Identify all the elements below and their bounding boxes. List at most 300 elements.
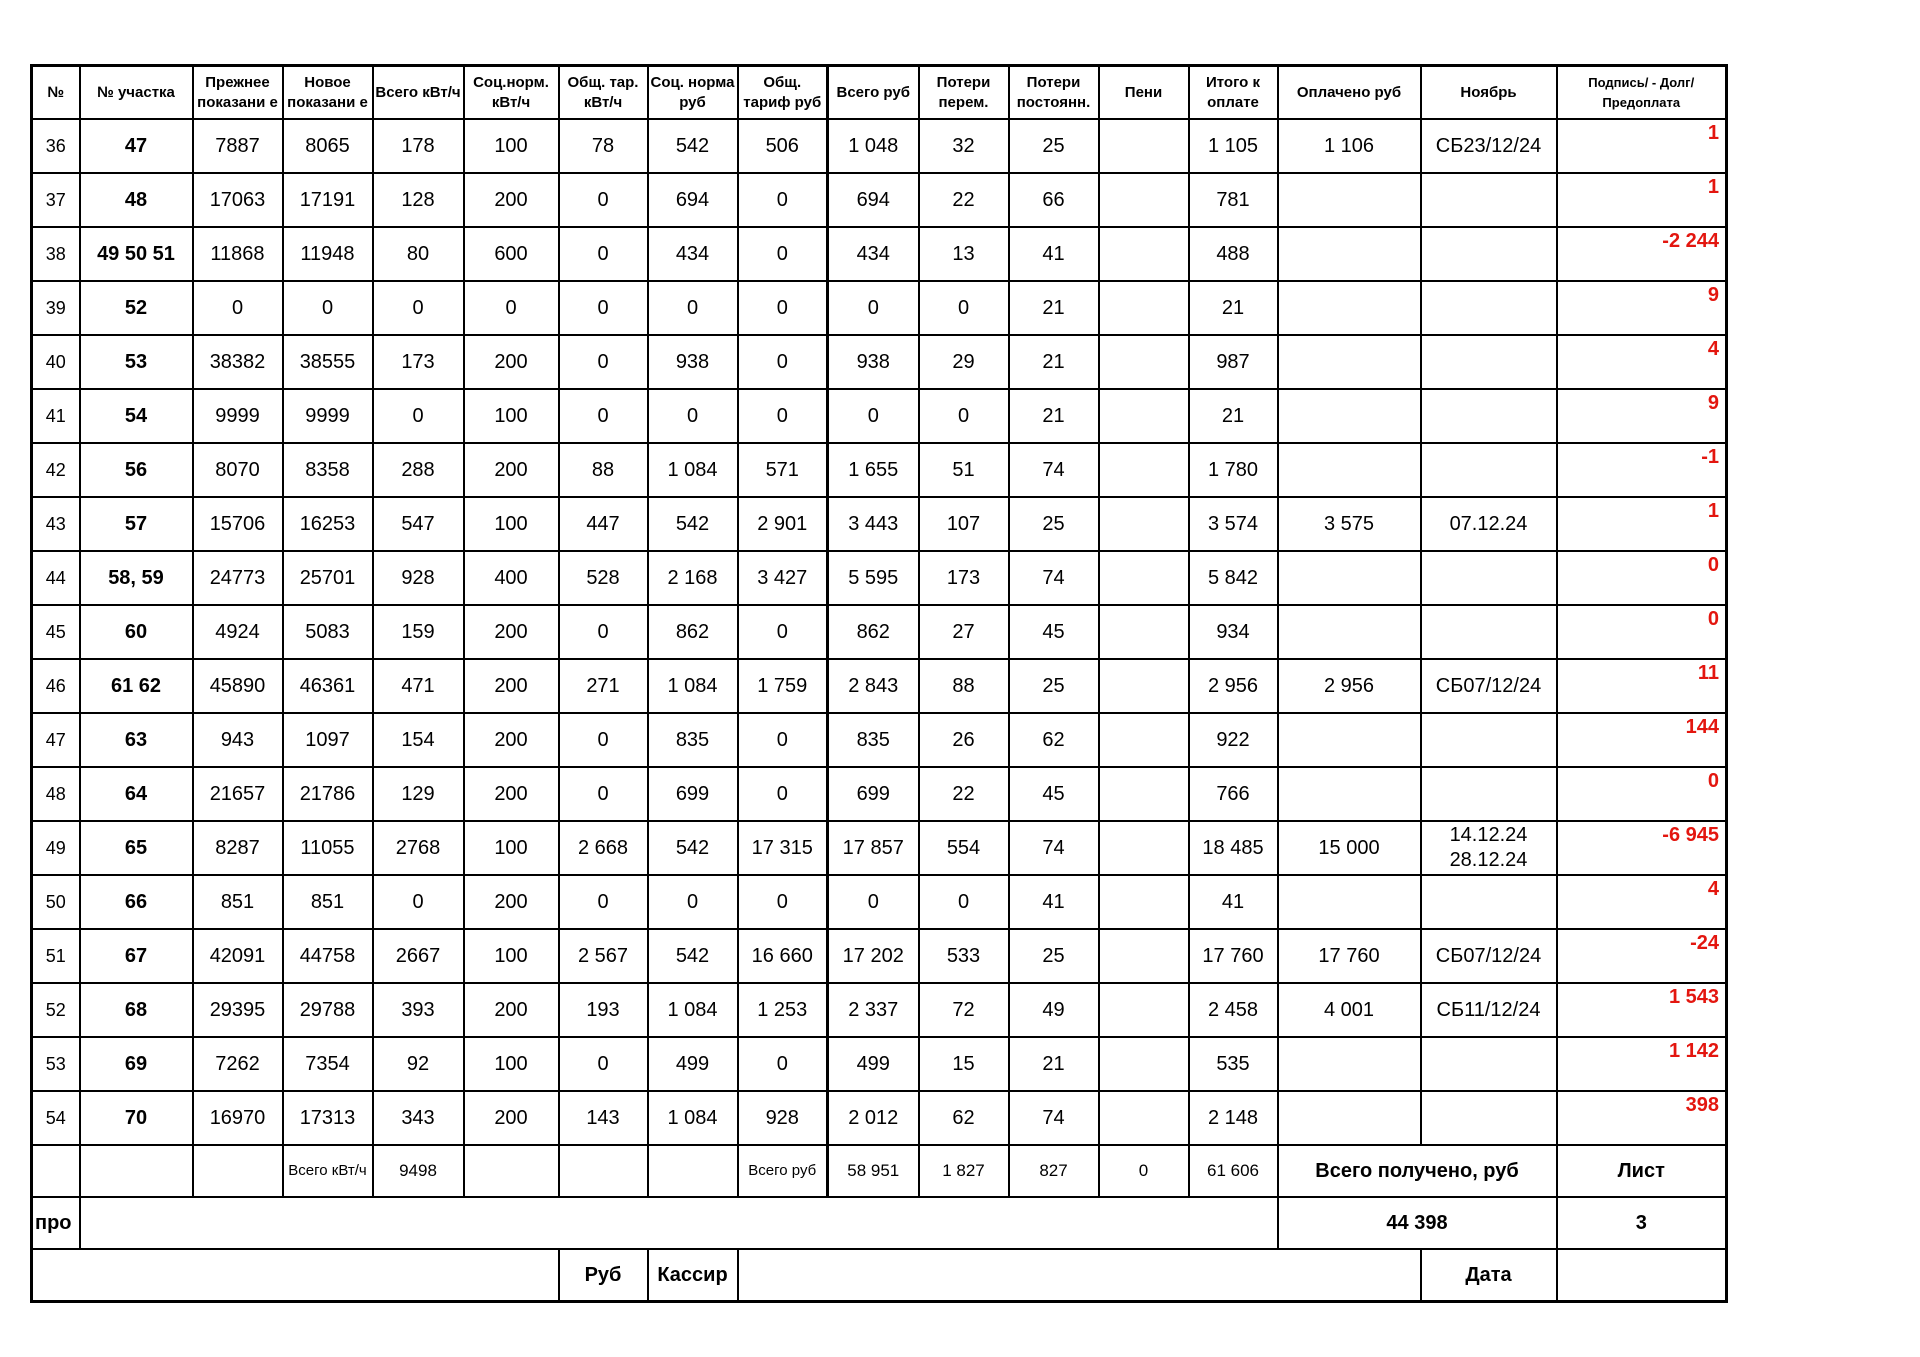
balance-cell: 0 (1557, 767, 1727, 821)
table-row (32, 875, 1727, 929)
social-norm-kwh-cell: 200 (464, 443, 559, 497)
balance-cell: 4 (1557, 875, 1727, 929)
amount-due-cell: 5 842 (1189, 551, 1278, 605)
total-kwh-cell: 928 (373, 551, 464, 605)
penalty-cell (1099, 173, 1189, 227)
general-tariff-rub-cell: 0 (738, 173, 828, 227)
plot-number-cell: 67 (80, 929, 193, 983)
general-tariff-rub-cell: 0 (738, 389, 828, 443)
row-number-cell: 45 (32, 605, 80, 659)
row-number-cell: 42 (32, 443, 80, 497)
payment-date-line: 28.12.24 (1449, 849, 1528, 871)
header-cell: Общ. тариф руб (738, 66, 828, 120)
row-number-cell: 50 (32, 875, 80, 929)
amount-due-cell: 766 (1189, 767, 1278, 821)
totals-empty-cell (559, 1145, 648, 1197)
social-norm-kwh-cell: 200 (464, 173, 559, 227)
previous-reading-cell: 943 (193, 713, 283, 767)
total-kwh-cell: 2768 (373, 821, 464, 875)
penalty-cell (1099, 119, 1189, 173)
balance-cell: -1 (1557, 443, 1727, 497)
header-cell: № (32, 66, 80, 120)
constant-loss-cell: 62 (1009, 713, 1099, 767)
general-tariff-kwh-cell: 0 (559, 713, 648, 767)
general-tariff-kwh-cell: 0 (559, 335, 648, 389)
paid-amount-cell (1278, 767, 1421, 821)
general-tariff-kwh-cell: 0 (559, 875, 648, 929)
balance-cell: 4 (1557, 335, 1727, 389)
balance-cell: 1 (1557, 497, 1727, 551)
social-norm-rub-cell: 542 (648, 497, 738, 551)
general-tariff-kwh-cell: 0 (559, 281, 648, 335)
total-kwh-cell: 173 (373, 335, 464, 389)
totals-peni: 0 (1099, 1145, 1189, 1197)
header-cell: Пени (1099, 66, 1189, 120)
balance-cell: 9 (1557, 389, 1727, 443)
social-norm-kwh-cell: 100 (464, 821, 559, 875)
table-row (32, 767, 1727, 821)
total-kwh-cell: 471 (373, 659, 464, 713)
payment-date-cell (1421, 767, 1557, 821)
general-tariff-kwh-cell: 447 (559, 497, 648, 551)
social-norm-kwh-cell: 100 (464, 119, 559, 173)
amount-due-cell: 987 (1189, 335, 1278, 389)
total-kwh-cell: 288 (373, 443, 464, 497)
general-tariff-rub-cell: 2 901 (738, 497, 828, 551)
constant-loss-cell: 74 (1009, 443, 1099, 497)
paid-amount-cell (1278, 335, 1421, 389)
variable-loss-cell: 0 (919, 389, 1009, 443)
header-cell: Потери постоянн. (1009, 66, 1099, 120)
totals-loss-const: 827 (1009, 1145, 1099, 1197)
total-kwh-cell: 80 (373, 227, 464, 281)
variable-loss-cell: 22 (919, 767, 1009, 821)
header-cell: Потери перем. (919, 66, 1009, 120)
amount-due-cell: 18 485 (1189, 821, 1278, 875)
summary-received-value: 44 398 (1278, 1197, 1557, 1249)
row-number-cell: 39 (32, 281, 80, 335)
general-tariff-rub-cell: 0 (738, 227, 828, 281)
payment-date-cell (1421, 173, 1557, 227)
total-rub-cell: 2 012 (828, 1091, 919, 1145)
total-rub-cell: 434 (828, 227, 919, 281)
plot-number-cell: 54 (80, 389, 193, 443)
social-norm-kwh-cell: 200 (464, 767, 559, 821)
new-reading-cell: 9999 (283, 389, 373, 443)
variable-loss-cell: 51 (919, 443, 1009, 497)
social-norm-rub-cell: 835 (648, 713, 738, 767)
total-rub-cell: 17 202 (828, 929, 919, 983)
variable-loss-cell: 26 (919, 713, 1009, 767)
social-norm-rub-cell: 862 (648, 605, 738, 659)
totals-kwh-label: Всего кВт/ч (283, 1145, 373, 1197)
table-row (32, 335, 1727, 389)
total-rub-cell: 938 (828, 335, 919, 389)
variable-loss-cell: 72 (919, 983, 1009, 1037)
variable-loss-cell: 554 (919, 821, 1009, 875)
total-kwh-cell: 128 (373, 173, 464, 227)
social-norm-rub-cell: 1 084 (648, 983, 738, 1037)
constant-loss-cell: 25 (1009, 929, 1099, 983)
row-number-cell: 54 (32, 1091, 80, 1145)
plot-number-cell: 66 (80, 875, 193, 929)
total-rub-cell: 1 048 (828, 119, 919, 173)
previous-reading-cell: 9999 (193, 389, 283, 443)
constant-loss-cell: 66 (1009, 173, 1099, 227)
amount-due-cell: 2 148 (1189, 1091, 1278, 1145)
penalty-cell (1099, 875, 1189, 929)
paid-amount-cell (1278, 875, 1421, 929)
general-tariff-rub-cell: 0 (738, 605, 828, 659)
amount-due-cell: 488 (1189, 227, 1278, 281)
payment-date-cell (1421, 1037, 1557, 1091)
new-reading-cell: 5083 (283, 605, 373, 659)
new-reading-cell: 44758 (283, 929, 373, 983)
payment-date-cell (1421, 227, 1557, 281)
total-rub-cell: 5 595 (828, 551, 919, 605)
new-reading-cell: 25701 (283, 551, 373, 605)
amount-due-cell: 922 (1189, 713, 1278, 767)
amount-due-cell: 21 (1189, 389, 1278, 443)
header-cell: Оплачено руб (1278, 66, 1421, 120)
penalty-cell (1099, 497, 1189, 551)
new-reading-cell: 17191 (283, 173, 373, 227)
totals-empty-cell (32, 1145, 80, 1197)
social-norm-kwh-cell: 100 (464, 1037, 559, 1091)
row-number-cell: 51 (32, 929, 80, 983)
general-tariff-rub-cell: 0 (738, 875, 828, 929)
row-number-cell: 44 (32, 551, 80, 605)
footer-date-label: Дата (1421, 1249, 1557, 1302)
general-tariff-kwh-cell: 78 (559, 119, 648, 173)
summary-empty-cell (80, 1197, 1278, 1249)
constant-loss-cell: 25 (1009, 659, 1099, 713)
constant-loss-cell: 45 (1009, 767, 1099, 821)
general-tariff-rub-cell: 17 315 (738, 821, 828, 875)
paid-amount-cell (1278, 281, 1421, 335)
constant-loss-cell: 74 (1009, 821, 1099, 875)
paid-amount-cell (1278, 389, 1421, 443)
variable-loss-cell: 32 (919, 119, 1009, 173)
table-row (32, 281, 1727, 335)
amount-due-cell: 2 458 (1189, 983, 1278, 1037)
header-cell: Всего кВт/ч (373, 66, 464, 120)
balance-cell: 0 (1557, 605, 1727, 659)
payment-date-cell (1421, 713, 1557, 767)
paid-amount-cell (1278, 227, 1421, 281)
totals-empty-cell (464, 1145, 559, 1197)
social-norm-rub-cell: 1 084 (648, 1091, 738, 1145)
plot-number-cell: 49 50 51 (80, 227, 193, 281)
payment-date-cell: СБ11/12/24 (1421, 983, 1557, 1037)
totals-empty-cell (648, 1145, 738, 1197)
row-number-cell: 52 (32, 983, 80, 1037)
social-norm-kwh-cell: 600 (464, 227, 559, 281)
social-norm-rub-cell: 2 168 (648, 551, 738, 605)
previous-reading-cell: 0 (193, 281, 283, 335)
amount-due-cell: 1 105 (1189, 119, 1278, 173)
summary-label: про (32, 1197, 80, 1249)
previous-reading-cell: 21657 (193, 767, 283, 821)
totals-row (32, 1145, 1727, 1197)
general-tariff-rub-cell: 0 (738, 335, 828, 389)
general-tariff-rub-cell: 0 (738, 713, 828, 767)
paid-amount-cell: 4 001 (1278, 983, 1421, 1037)
previous-reading-cell: 15706 (193, 497, 283, 551)
paid-amount-cell (1278, 173, 1421, 227)
amount-due-cell: 781 (1189, 173, 1278, 227)
table-row (32, 443, 1727, 497)
social-norm-rub-cell: 434 (648, 227, 738, 281)
total-rub-cell: 1 655 (828, 443, 919, 497)
balance-cell: 1 543 (1557, 983, 1727, 1037)
social-norm-rub-cell: 699 (648, 767, 738, 821)
paid-amount-cell: 2 956 (1278, 659, 1421, 713)
previous-reading-cell: 8287 (193, 821, 283, 875)
general-tariff-rub-cell: 1 759 (738, 659, 828, 713)
social-norm-rub-cell: 1 084 (648, 443, 738, 497)
total-kwh-cell: 343 (373, 1091, 464, 1145)
new-reading-cell: 851 (283, 875, 373, 929)
general-tariff-kwh-cell: 193 (559, 983, 648, 1037)
variable-loss-cell: 533 (919, 929, 1009, 983)
general-tariff-rub-cell: 3 427 (738, 551, 828, 605)
social-norm-rub-cell: 1 084 (648, 659, 738, 713)
summary-sheet-number: 3 (1557, 1197, 1727, 1249)
payment-date-line: 14.12.24 (1449, 824, 1528, 846)
general-tariff-rub-cell: 16 660 (738, 929, 828, 983)
new-reading-cell: 21786 (283, 767, 373, 821)
footer-signature-cell (738, 1249, 1421, 1302)
plot-number-cell: 70 (80, 1091, 193, 1145)
new-reading-cell: 8358 (283, 443, 373, 497)
payment-date-cell (1421, 335, 1557, 389)
payment-date-cell (1421, 551, 1557, 605)
general-tariff-kwh-cell: 0 (559, 1037, 648, 1091)
payment-date-cell (1421, 821, 1557, 875)
amount-due-cell: 1 780 (1189, 443, 1278, 497)
footer-cashier-label: Кассир (648, 1249, 738, 1302)
table-row (32, 605, 1727, 659)
table-row (32, 1037, 1727, 1091)
previous-reading-cell: 24773 (193, 551, 283, 605)
plot-number-cell: 68 (80, 983, 193, 1037)
general-tariff-kwh-cell: 0 (559, 227, 648, 281)
header-cell: Соц. норма руб (648, 66, 738, 120)
table-row (32, 929, 1727, 983)
variable-loss-cell: 15 (919, 1037, 1009, 1091)
constant-loss-cell: 25 (1009, 497, 1099, 551)
header-cell: Новое показани е (283, 66, 373, 120)
penalty-cell (1099, 1037, 1189, 1091)
total-rub-cell: 2 337 (828, 983, 919, 1037)
total-rub-cell: 0 (828, 875, 919, 929)
amount-due-cell: 17 760 (1189, 929, 1278, 983)
table-row (32, 1091, 1727, 1145)
totals-received-label: Всего получено, руб (1278, 1145, 1557, 1197)
payment-date-cell (1421, 605, 1557, 659)
penalty-cell (1099, 443, 1189, 497)
paid-amount-cell (1278, 1091, 1421, 1145)
footer-date-value (1557, 1249, 1727, 1302)
social-norm-kwh-cell: 100 (464, 929, 559, 983)
penalty-cell (1099, 227, 1189, 281)
new-reading-cell: 38555 (283, 335, 373, 389)
row-number-cell: 36 (32, 119, 80, 173)
general-tariff-kwh-cell: 0 (559, 173, 648, 227)
totals-empty-cell (80, 1145, 193, 1197)
table-row (32, 659, 1727, 713)
variable-loss-cell: 22 (919, 173, 1009, 227)
header-cell: Общ. тар. кВт/ч (559, 66, 648, 120)
penalty-cell (1099, 713, 1189, 767)
general-tariff-kwh-cell: 0 (559, 767, 648, 821)
constant-loss-cell: 74 (1009, 551, 1099, 605)
social-norm-kwh-cell: 400 (464, 551, 559, 605)
social-norm-kwh-cell: 100 (464, 497, 559, 551)
total-rub-cell: 499 (828, 1037, 919, 1091)
penalty-cell (1099, 605, 1189, 659)
constant-loss-cell: 21 (1009, 281, 1099, 335)
variable-loss-cell: 173 (919, 551, 1009, 605)
variable-loss-cell: 13 (919, 227, 1009, 281)
totals-rub-label: Всего руб (738, 1145, 828, 1197)
table-row (32, 119, 1727, 173)
totals-empty-cell (193, 1145, 283, 1197)
general-tariff-rub-cell: 0 (738, 767, 828, 821)
table-row (32, 551, 1727, 605)
total-kwh-cell: 159 (373, 605, 464, 659)
previous-reading-cell: 8070 (193, 443, 283, 497)
constant-loss-cell: 21 (1009, 1037, 1099, 1091)
plot-number-cell: 48 (80, 173, 193, 227)
new-reading-cell: 11948 (283, 227, 373, 281)
header-cell: Подпись/ - Долг/Предоплата (1557, 66, 1727, 120)
paid-amount-cell (1278, 605, 1421, 659)
social-norm-rub-cell: 0 (648, 281, 738, 335)
total-kwh-cell: 154 (373, 713, 464, 767)
penalty-cell (1099, 767, 1189, 821)
penalty-cell (1099, 929, 1189, 983)
totals-kwh-value: 9498 (373, 1145, 464, 1197)
total-kwh-cell: 178 (373, 119, 464, 173)
social-norm-kwh-cell: 200 (464, 605, 559, 659)
table-row (32, 389, 1727, 443)
general-tariff-kwh-cell: 0 (559, 389, 648, 443)
constant-loss-cell: 21 (1009, 335, 1099, 389)
constant-loss-cell: 21 (1009, 389, 1099, 443)
general-tariff-kwh-cell: 2 668 (559, 821, 648, 875)
penalty-cell (1099, 335, 1189, 389)
paid-amount-cell: 1 106 (1278, 119, 1421, 173)
total-kwh-cell: 0 (373, 281, 464, 335)
footer-row (32, 1249, 1727, 1302)
new-reading-cell: 8065 (283, 119, 373, 173)
general-tariff-kwh-cell: 0 (559, 605, 648, 659)
header-cell: Итого к оплате (1189, 66, 1278, 120)
row-number-cell: 48 (32, 767, 80, 821)
payment-sheet-table (30, 64, 1728, 1303)
plot-number-cell: 57 (80, 497, 193, 551)
amount-due-cell: 2 956 (1189, 659, 1278, 713)
constant-loss-cell: 74 (1009, 1091, 1099, 1145)
plot-number-cell: 56 (80, 443, 193, 497)
totals-itogo: 61 606 (1189, 1145, 1278, 1197)
previous-reading-cell: 17063 (193, 173, 283, 227)
header-cell: Прежнее показани е (193, 66, 283, 120)
general-tariff-kwh-cell: 143 (559, 1091, 648, 1145)
balance-cell: 0 (1557, 551, 1727, 605)
social-norm-kwh-cell: 200 (464, 659, 559, 713)
payment-date-cell (1421, 1091, 1557, 1145)
total-kwh-cell: 2667 (373, 929, 464, 983)
row-number-cell: 37 (32, 173, 80, 227)
total-rub-cell: 0 (828, 389, 919, 443)
total-kwh-cell: 129 (373, 767, 464, 821)
plot-number-cell: 53 (80, 335, 193, 389)
new-reading-cell: 46361 (283, 659, 373, 713)
amount-due-cell: 41 (1189, 875, 1278, 929)
variable-loss-cell: 62 (919, 1091, 1009, 1145)
total-rub-cell: 3 443 (828, 497, 919, 551)
general-tariff-kwh-cell: 88 (559, 443, 648, 497)
table-row (32, 713, 1727, 767)
balance-cell: 144 (1557, 713, 1727, 767)
social-norm-kwh-cell: 200 (464, 335, 559, 389)
row-number-cell: 41 (32, 389, 80, 443)
total-rub-cell: 835 (828, 713, 919, 767)
variable-loss-cell: 88 (919, 659, 1009, 713)
plot-number-cell: 52 (80, 281, 193, 335)
amount-due-cell: 21 (1189, 281, 1278, 335)
plot-number-cell: 63 (80, 713, 193, 767)
social-norm-rub-cell: 499 (648, 1037, 738, 1091)
balance-cell: 9 (1557, 281, 1727, 335)
payment-date-cell (1421, 875, 1557, 929)
totals-sheet-label: Лист (1557, 1145, 1727, 1197)
summary-row (32, 1197, 1727, 1249)
constant-loss-cell: 41 (1009, 875, 1099, 929)
penalty-cell (1099, 821, 1189, 875)
footer-rub-label: Руб (559, 1249, 648, 1302)
payment-date-cell (1421, 281, 1557, 335)
row-number-cell: 53 (32, 1037, 80, 1091)
new-reading-cell: 7354 (283, 1037, 373, 1091)
new-reading-cell: 1097 (283, 713, 373, 767)
social-norm-rub-cell: 542 (648, 821, 738, 875)
social-norm-kwh-cell: 200 (464, 1091, 559, 1145)
social-norm-rub-cell: 0 (648, 875, 738, 929)
social-norm-kwh-cell: 0 (464, 281, 559, 335)
payment-date-cell: СБ07/12/24 (1421, 659, 1557, 713)
header-cell: Ноябрь (1421, 66, 1557, 120)
total-rub-cell: 699 (828, 767, 919, 821)
paid-amount-cell (1278, 713, 1421, 767)
penalty-cell (1099, 281, 1189, 335)
total-rub-cell: 0 (828, 281, 919, 335)
balance-cell: -6 945 (1557, 821, 1727, 875)
payment-date-cell: СБ07/12/24 (1421, 929, 1557, 983)
previous-reading-cell: 29395 (193, 983, 283, 1037)
constant-loss-cell: 45 (1009, 605, 1099, 659)
balance-cell: 1 (1557, 173, 1727, 227)
constant-loss-cell: 25 (1009, 119, 1099, 173)
constant-loss-cell: 49 (1009, 983, 1099, 1037)
paid-amount-cell: 15 000 (1278, 821, 1421, 875)
payment-date-cell (1421, 443, 1557, 497)
general-tariff-rub-cell: 1 253 (738, 983, 828, 1037)
table-row (32, 173, 1727, 227)
